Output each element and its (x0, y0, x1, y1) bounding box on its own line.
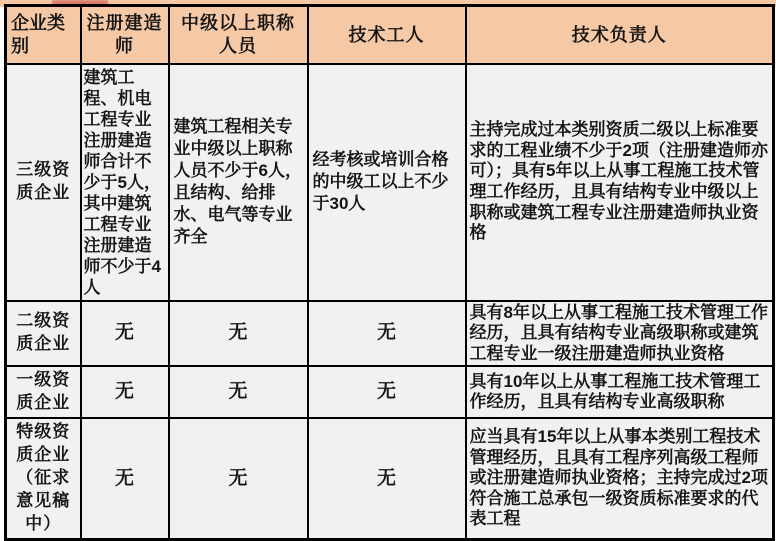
cell-grade2-category: 二级资质企业 (6, 301, 81, 367)
cell-grade1-category: 一级资质企业 (6, 366, 81, 418)
cell-grade2-title-staff: 无 (169, 301, 308, 367)
cell-grade3-workers: 经考核或培训合格的中级工以上不少于30人 (308, 64, 466, 301)
cell-grade1-workers: 无 (308, 366, 466, 418)
header-cell-category: 企业类别 (6, 6, 81, 64)
table-row-grade3 (6, 64, 774, 301)
cell-grade1-title-staff: 无 (169, 366, 308, 418)
cell-grade1-tech-lead: 具有10年以上从事工程施工技术管理工作经历，且具有结构专业高级职称 (466, 366, 774, 418)
cell-grade2-builder: 无 (81, 301, 169, 367)
cell-special-tech-lead: 应当具有15年以上从事本类别工程技术管理经历，且具有工程序列高级工程师或注册建造师执业资格；主持完成过2项符合施工总承包一级资质标准要求的代表工程 (466, 418, 774, 539)
header-cell-title-staff: 中级以上职称人员 (169, 6, 308, 64)
cell-special-workers: 无 (308, 418, 466, 539)
cell-special-category: 特级资质企业（征求意见稿中） (6, 418, 81, 539)
table-header-row (6, 6, 774, 64)
table-row-special (6, 418, 774, 539)
cell-grade1-builder: 无 (81, 366, 169, 418)
header-cell-technical-lead: 技术负责人 (466, 6, 774, 64)
qualification-table (4, 4, 775, 541)
cell-grade3-category: 三级资质企业 (6, 64, 81, 301)
cell-grade3-builder: 建筑工程、机电工程专业注册建造师合计不少于5人，其中建筑工程专业注册建造师不少于4人 (81, 64, 169, 301)
header-cell-registered-builder: 注册建造师 (81, 6, 169, 64)
cell-grade3-tech-lead: 主持完成过本类别资质二级以上标准要求的工程业绩不少于2项（注册建造师亦可）；具有5年以上从事工程施工技术管理工作经历，且具有结构专业中级以上职称或建筑工程专业注册建造师执业资格 (466, 64, 774, 301)
cell-grade2-tech-lead: 具有8年以上从事工程施工技术管理工作经历，且具有结构专业高级职称或建筑工程专业一级注册建造师执业资格 (466, 301, 774, 367)
table-row-grade2 (6, 301, 774, 367)
cell-special-title-staff: 无 (169, 418, 308, 539)
cell-special-builder: 无 (81, 418, 169, 539)
table-row-grade1 (6, 366, 774, 418)
cell-grade2-workers: 无 (308, 301, 466, 367)
header-cell-skilled-workers: 技术工人 (308, 6, 466, 64)
cell-grade3-title-staff: 建筑工程相关专业中级以上职称人员不少于6人，且结构、给排水、电气等专业齐全 (169, 64, 308, 301)
